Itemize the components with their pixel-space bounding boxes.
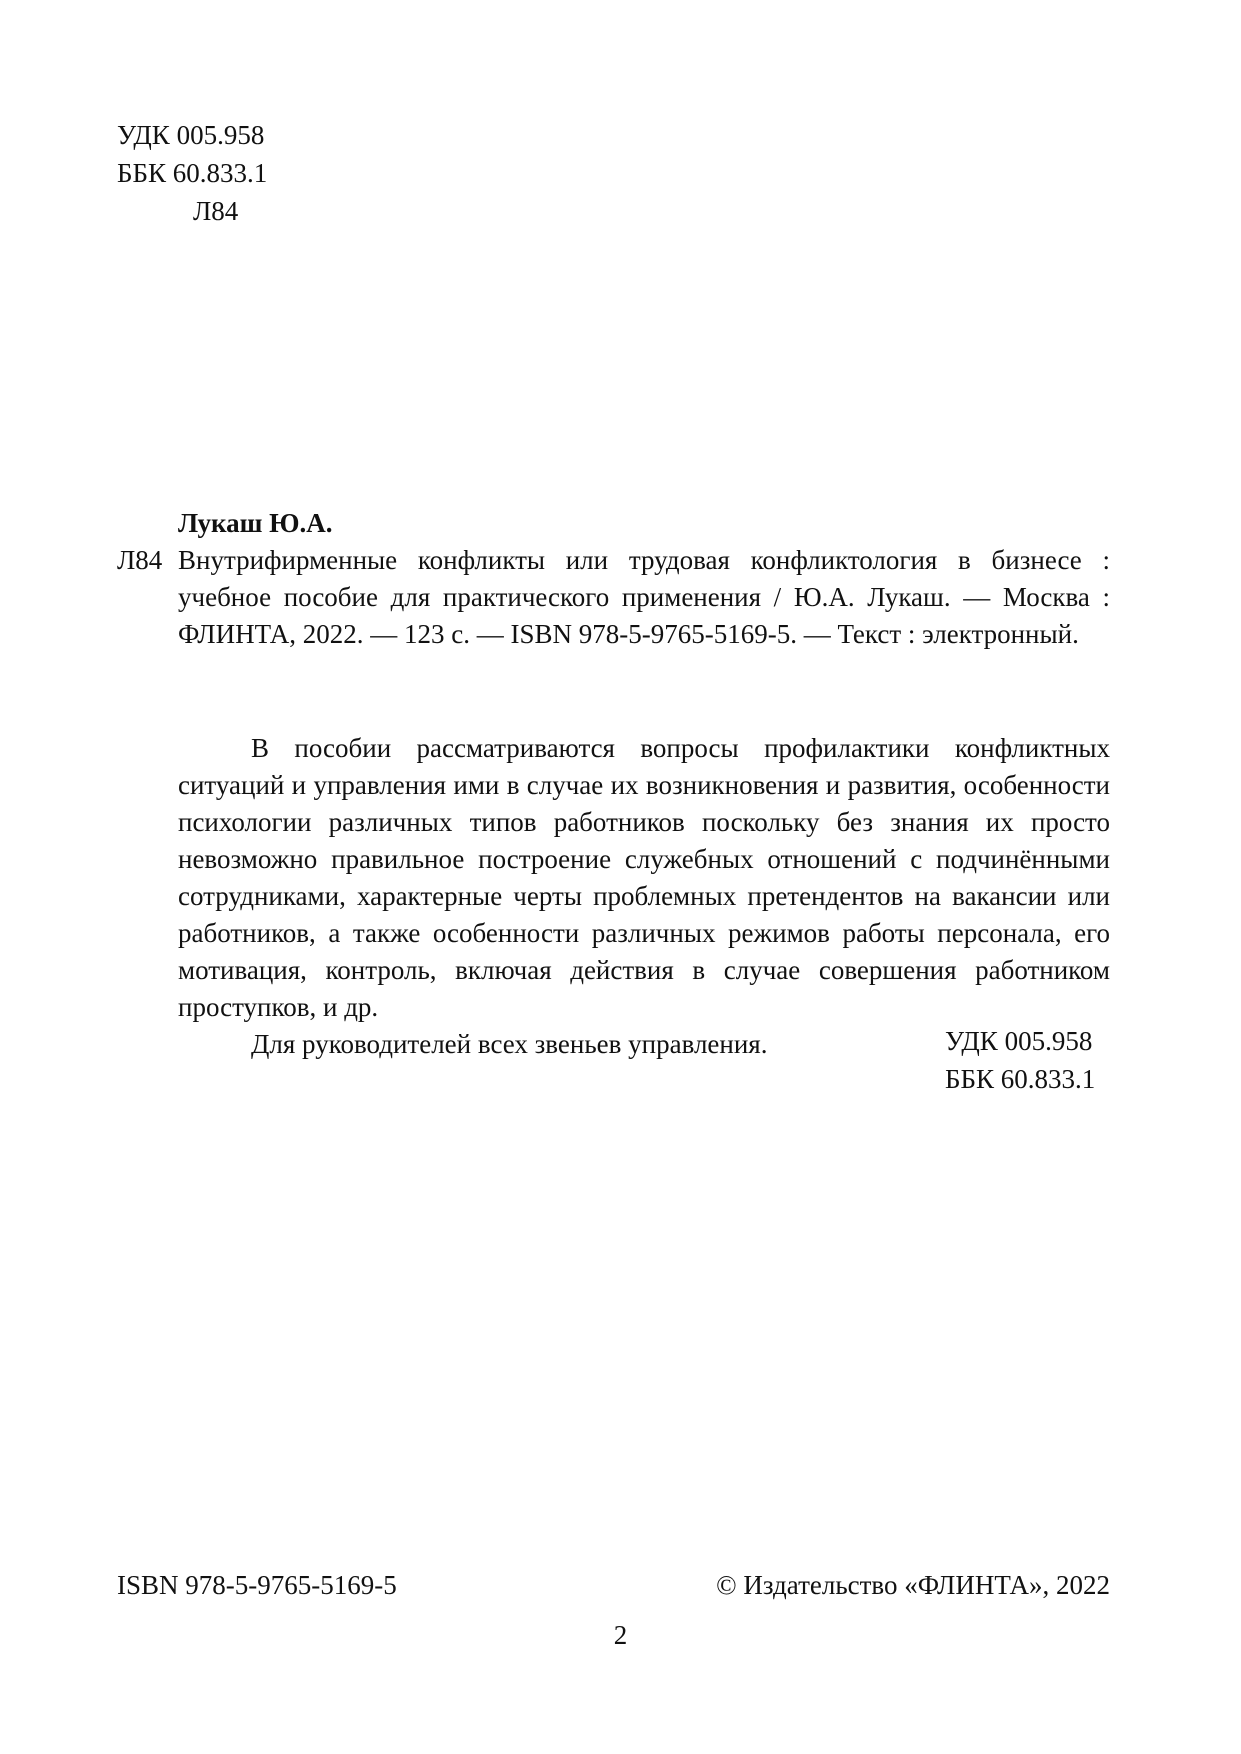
author-mark-left: Л84 — [117, 545, 163, 575]
bbk-code-top: ББК 60.833.1 — [117, 158, 268, 188]
bbk-code-annotation: ББК 60.833.1 — [945, 1064, 1096, 1094]
isbn: ISBN 978-5-9765-5169-5 — [117, 1570, 397, 1600]
annotation — [178, 730, 1110, 1063]
bibliographic-description: Внутрифирменные конфликты или трудовая конфликтология в бизнесе : учебное пособие для практического применения / Ю.А. Лукаш. — Москва : ФЛИНТА, 2022. — 123 с. — ISBN 978-5-9765-5169-5. — Текст : электронный. — [178, 545, 1110, 649]
copyright: © Издательство «ФЛИНТА», 2022 — [716, 1570, 1110, 1600]
page-number: 2 — [613, 1620, 628, 1650]
author-name: Лукаш Ю.А. — [178, 508, 333, 538]
annotation-paragraph: В пособии рассматриваются вопросы профилактики конфликтных ситуаций и управления ими в случае их возникновения и развития, особенности психологии различных типов работников поскольку без знания их просто невозможно правильное построение служебных отношений с подчинёнными сотрудниками, характерные черты проблемных претендентов на вакансии или работников, а также особенности различных режимов работы персонала, его мотивация, контроль, включая действия в случае совершения работником проступков, и др. — [178, 733, 1110, 1022]
audience-paragraph: Для руководителей всех звеньев управления. — [251, 1029, 768, 1059]
udk-code-top: УДК 005.958 — [117, 120, 265, 150]
author-mark-top: Л84 — [193, 196, 239, 226]
udk-code-annotation: УДК 005.958 — [945, 1026, 1093, 1056]
